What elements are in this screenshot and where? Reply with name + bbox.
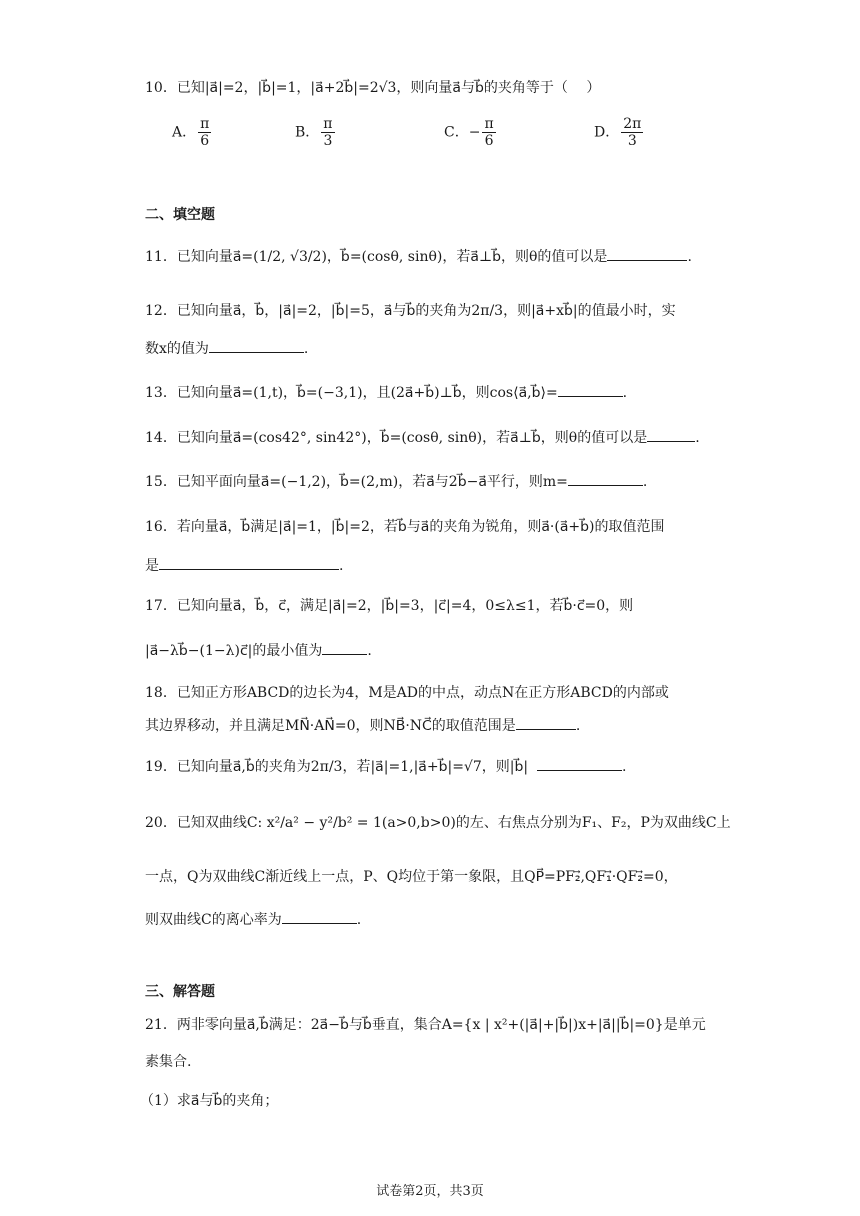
question-21-part1: （1）求a⃗与b⃗的夹角；: [140, 1093, 279, 1109]
question-20-line1: 20．已知双曲线C: x²/a² − y²/b² = 1(a>0,b>0)的左、右焦点分别为F₁、F₂，P为双曲线C上: [145, 815, 731, 831]
option-b: B． $\frac{\pi}{3}$: [295, 116, 333, 149]
question-18-line2: 其边界移动，并且满足MN⃗·AN⃗=0，则NB⃗·NC⃗的取值范围是 .: [145, 715, 580, 737]
answer-blank: [607, 246, 687, 261]
question-10: 10．已知|a⃗|=2，|b⃗|=1，|a⃗+2b⃗|=2√3，则向量a⃗与b⃗的夹角等于（ ）: [145, 80, 601, 96]
question-15: 15．已知平面向量a⃗=(−1,2)，b⃗=(2,m)，若a⃗与2b⃗−a⃗平行，则m= .: [145, 471, 647, 493]
question-13: 13．已知向量a⃗=(1,t)，b⃗=(−3,1)，且(2a⃗+b⃗)⊥b⃗，则cos⟨a⃗,b⃗⟩= .: [145, 382, 627, 404]
section-title-fill-in: 二、填空题: [145, 207, 215, 223]
question-21-line2: 素集合.: [145, 1054, 192, 1070]
question-18-line1: 18．已知正方形ABCD的边长为4，M是AD的中点，动点N在正方形ABCD的内部或: [145, 685, 669, 701]
option-d: D． $\frac{2\pi}{3}$: [594, 116, 642, 149]
question-17-line2: |a⃗−λb⃗−(1−λ)c⃗|的最小值为 .: [145, 640, 372, 662]
question-12-line2: 数x的值为 .: [145, 338, 308, 360]
answer-blank: [322, 640, 367, 655]
answer-blank: [558, 382, 623, 397]
answer-blank: [209, 338, 304, 353]
answer-blank: [537, 756, 622, 771]
section-title-solve: 三、解答题: [145, 984, 215, 1000]
question-19: 19．已知向量a⃗,b⃗的夹角为2π/3，若|a⃗|=1,|a⃗+b⃗|=√7，则|b⃗| .: [145, 756, 626, 778]
question-20-line2: 一点，Q为双曲线C渐近线上一点，P、Q均位于第一象限，且QP⃗=PF₂⃗,QF₁⃗·QF₂⃗=0，: [145, 869, 678, 885]
option-a: A． $\frac{\pi}{6}$: [172, 116, 210, 149]
question-12-line1: 12．已知向量a⃗，b⃗，|a⃗|=2，|b⃗|=5，a⃗与b⃗的夹角为2π/3，则|a⃗+xb⃗|的值最小时，实: [145, 303, 676, 319]
answer-blank: [282, 909, 357, 924]
question-20-line3: 则双曲线C的离心率为 .: [145, 909, 361, 931]
page-footer: 试卷第2页，共3页: [376, 1184, 484, 1199]
answer-blank: [516, 715, 576, 730]
question-14: 14．已知向量a⃗=(cos42°, sin42°)，b⃗=(cosθ, sinθ)，若a⃗⊥b⃗，则θ的值可以是 .: [145, 427, 700, 449]
question-16-line1: 16．若向量a⃗，b⃗满足|a⃗|=1，|b⃗|=2，若b⃗与a⃗的夹角为锐角，则a⃗·(a⃗+b⃗)的取值范围: [145, 519, 665, 535]
answer-blank: [647, 427, 695, 442]
question-21-line1: 21．两非零向量a⃗,b⃗满足：2a⃗−b⃗与b⃗垂直，集合A={x | x²+(|a⃗|+|b⃗|)x+|a⃗||b⃗|=0}是单元: [145, 1017, 706, 1033]
question-17-line1: 17．已知向量a⃗，b⃗，c⃗，满足|a⃗|=2，|b⃗|=3，|c⃗|=4，0≤λ≤1，若b⃗·c⃗=0，则: [145, 598, 634, 614]
answer-blank: [568, 471, 643, 486]
question-11: 11．已知向量a⃗=(1/2, √3/2)，b⃗=(cosθ, sinθ)，若a⃗⊥b⃗，则θ的值可以是 .: [145, 246, 692, 268]
option-c: C．− $\frac{\pi}{6}$: [444, 116, 494, 149]
question-16-line2: 是 .: [145, 555, 343, 577]
answer-blank: [159, 555, 339, 570]
